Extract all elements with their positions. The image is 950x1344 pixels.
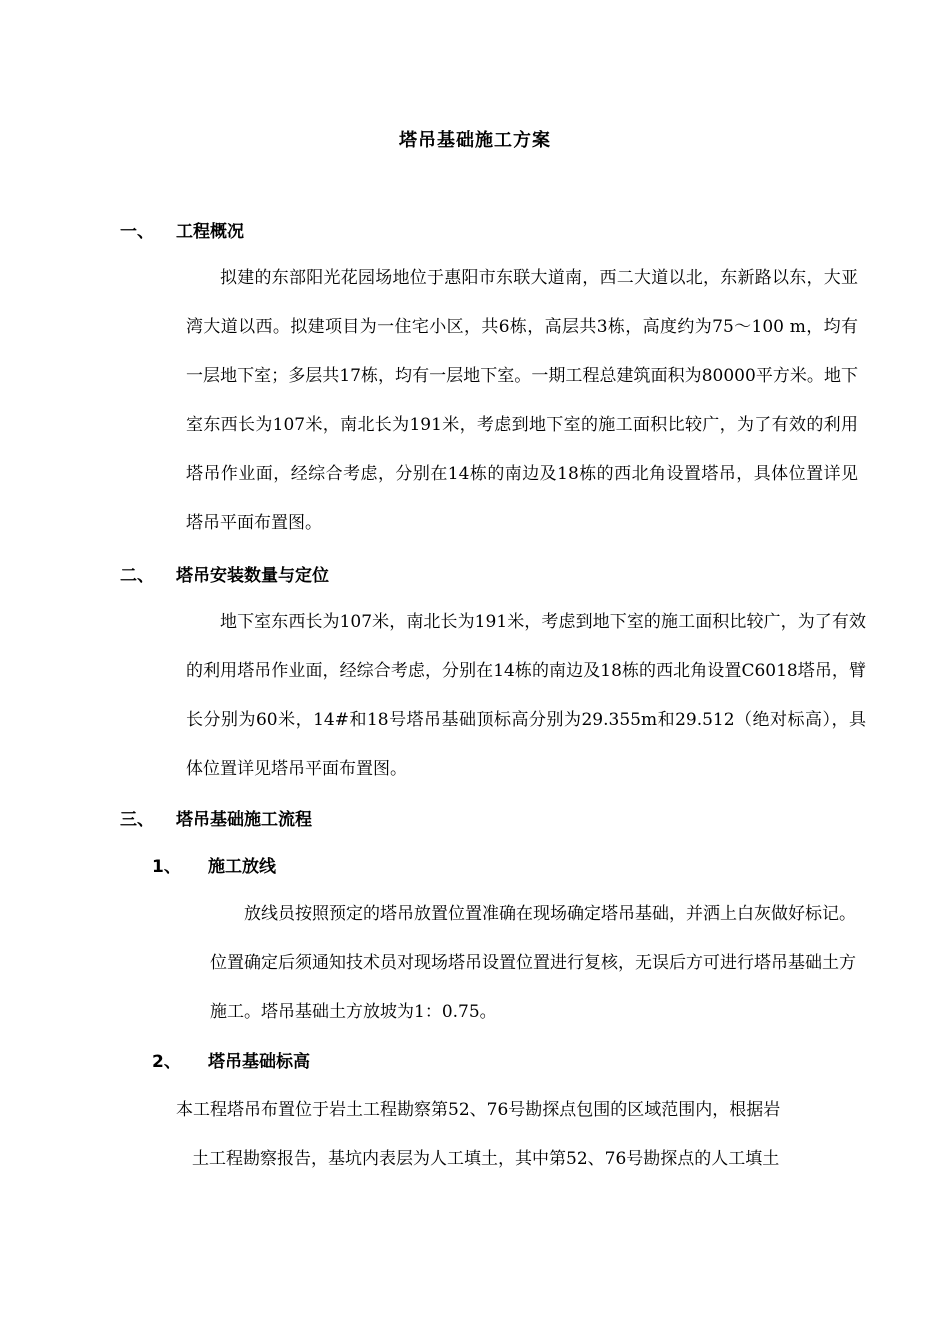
section-number: 二、 bbox=[120, 566, 154, 586]
paragraph-foundation-elevation-line-2: 土工程勘察报告，基坑内表层为人工填土，其中第52、76号勘探点的人工填土 bbox=[192, 1149, 780, 1169]
paragraph-crane-positioning: 地下室东西长为107米，南北长为191米，考虑到地下室的施工面积比较广，为了有效的利用塔吊作业面，经综合考虑，分别在14栋的南边及18栋的西北角设置C6018塔吊，臂长分别为60米，14#和18号塔吊基础顶标高分别为29.355m和29.512（绝对标高），具体位置详见塔吊平面布置图。 bbox=[186, 612, 866, 779]
section-number: 一、 bbox=[120, 222, 154, 242]
document-title: 塔吊基础施工方案 bbox=[399, 130, 551, 151]
paragraph-foundation-elevation-line-1: 本工程塔吊布置位于岩土工程勘察第52、76号勘探点包围的区域范围内，根据岩 bbox=[176, 1100, 781, 1120]
section-title: 塔吊安装数量与定位 bbox=[176, 566, 329, 586]
section-number: 三、 bbox=[120, 810, 154, 830]
section-title: 工程概况 bbox=[176, 222, 244, 242]
subsection-title: 施工放线 bbox=[208, 857, 276, 877]
subsection-title: 塔吊基础标高 bbox=[208, 1052, 310, 1072]
paragraph-overview: 拟建的东部阳光花园场地位于惠阳市东联大道南，西二大道以北，东新路以东，大亚湾大道以西。拟建项目为一住宅小区，共6栋，高层共3栋，高度约为75～100 m，均有一层地下室；多层共17栋，均有一层地下室。一期工程总建筑面积为80000平方米。地下室东西长为107米，南北长为191米，考虑到地下室的施工面积比较广，为了有效的利用塔吊作业面，经综合考虑，分别在14栋的南边及18栋的西北角设置塔吊，具体位置详见塔吊平面布置图。 bbox=[186, 268, 858, 533]
subsection-number: 1、 bbox=[152, 857, 181, 877]
section-title: 塔吊基础施工流程 bbox=[176, 810, 312, 830]
paragraph-layout-marking: 放线员按照预定的塔吊放置位置准确在现场确定塔吊基础，并洒上白灰做好标记。位置确定后须通知技术员对现场塔吊设置位置进行复核，无误后方可进行塔吊基础土方施工。塔吊基础土方放坡为1：0.75。 bbox=[210, 904, 856, 1022]
subsection-number: 2、 bbox=[152, 1052, 181, 1072]
